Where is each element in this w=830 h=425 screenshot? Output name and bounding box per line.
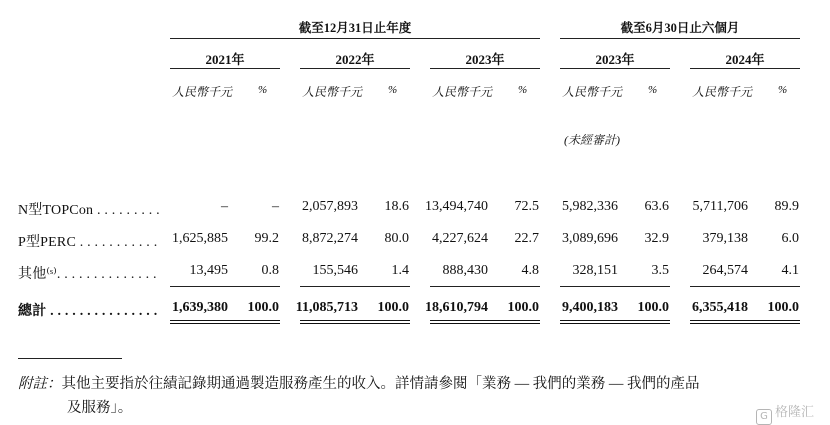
group-header-interim: 截至6月30日止六個月 <box>620 21 740 35</box>
row-label-other: 其他⁽ˢ⁾. . . . . . . . . . . . . . <box>18 267 157 282</box>
footnote-line-2: 及服務」。 <box>67 400 133 416</box>
subtotal-rule <box>300 286 410 287</box>
year-header-2023-interim: 2023年 <box>595 52 635 67</box>
year-rule-2022 <box>300 68 410 69</box>
table-cell: 80.0 <box>384 231 409 246</box>
table-cell: 5,711,706 <box>692 199 748 214</box>
table-cell: 5,982,336 <box>562 199 618 214</box>
table-cell: 2,057,893 <box>302 199 358 214</box>
year-rule-2023 <box>430 68 540 69</box>
year-header-2024-interim: 2024年 <box>725 52 765 67</box>
table-cell: 4.8 <box>521 263 539 278</box>
unit-label: 人民幣千元 <box>562 85 623 99</box>
total-double-rule <box>254 320 280 324</box>
year-header-2023: 2023年 <box>465 52 505 67</box>
unit-label: 人民幣千元 <box>432 85 493 99</box>
year-rule-2024-interim <box>690 68 800 69</box>
table-cell: 13,494,740 <box>425 199 488 214</box>
watermark <box>756 401 814 425</box>
total-double-rule <box>514 320 540 324</box>
total-cell: 100.0 <box>507 300 539 315</box>
pct-label: % <box>388 84 398 96</box>
table-cell: 32.9 <box>644 231 669 246</box>
footnote-rule <box>18 358 122 359</box>
unit-label: 人民幣千元 <box>692 85 753 99</box>
footnote-line-1 <box>18 372 700 393</box>
table-cell: 6.0 <box>781 231 799 246</box>
table-cell: 1.4 <box>391 263 409 278</box>
row-label-p-perc: P型PERC . . . . . . . . . . . <box>18 235 158 250</box>
subtotal-rule <box>690 286 800 287</box>
subtotal-rule <box>430 286 540 287</box>
total-double-rule <box>774 320 800 324</box>
table-cell: 99.2 <box>254 231 279 246</box>
total-cell: 1,639,380 <box>172 300 228 315</box>
total-double-rule <box>384 320 410 324</box>
table-cell: 63.6 <box>644 199 669 214</box>
pct-label: % <box>258 84 268 96</box>
watermark-text: 格隆汇 <box>775 405 815 420</box>
year-rule-2021 <box>170 68 280 69</box>
table-cell: 22.7 <box>514 231 539 246</box>
table-cell: 4,227,624 <box>432 231 488 246</box>
table-cell: 13,495 <box>189 263 228 278</box>
table-cell: 3,089,696 <box>562 231 618 246</box>
pct-label: % <box>648 84 658 96</box>
total-double-rule <box>690 320 774 324</box>
table-cell: 328,151 <box>572 263 618 278</box>
table-cell: – <box>272 199 279 214</box>
table-cell: 4.1 <box>781 263 799 278</box>
subtotal-rule <box>170 286 280 287</box>
total-double-rule <box>430 320 514 324</box>
table-cell: 0.8 <box>261 263 279 278</box>
footnote-prefix: 附註： <box>18 376 62 392</box>
year-rule-2023-interim <box>560 68 670 69</box>
table-cell: 155,546 <box>312 263 358 278</box>
group-header-annual: 截至12月31日止年度 <box>298 21 412 35</box>
table-cell: 89.9 <box>774 199 799 214</box>
subtotal-rule <box>560 286 670 287</box>
group-rule-annual <box>170 38 540 39</box>
total-cell: 11,085,713 <box>295 300 358 315</box>
total-cell: 100.0 <box>767 300 799 315</box>
total-double-rule <box>300 320 384 324</box>
g-logo-icon: G <box>756 409 772 425</box>
footnote-text-1: 其他主要指於往績記錄期通過製造服務產生的收入。詳情請參閱「業務 — 我們的業務 — 我們的產品 <box>61 376 700 392</box>
table-cell: 8,872,274 <box>302 231 358 246</box>
pct-label: % <box>518 84 528 96</box>
group-rule-interim <box>560 38 800 39</box>
table-cell: 72.5 <box>514 199 539 214</box>
unaudited-note: (未經審計) <box>564 133 620 147</box>
total-double-rule <box>560 320 644 324</box>
total-cell: 9,400,183 <box>562 300 618 315</box>
total-double-rule <box>170 320 254 324</box>
total-cell: 100.0 <box>377 300 409 315</box>
year-header-2022: 2022年 <box>335 52 375 67</box>
table-cell: 3.5 <box>651 263 669 278</box>
total-cell: 100.0 <box>637 300 669 315</box>
row-label-total: 總計 . . . . . . . . . . . . . . . <box>18 304 158 319</box>
table-cell: 264,574 <box>702 263 748 278</box>
table-cell: 379,138 <box>702 231 748 246</box>
table-cell: – <box>221 199 228 214</box>
total-cell: 6,355,418 <box>692 300 748 315</box>
unit-label: 人民幣千元 <box>302 85 363 99</box>
row-label-n-topcon: N型TOPCon . . . . . . . . . <box>18 203 160 218</box>
total-double-rule <box>644 320 670 324</box>
unit-label: 人民幣千元 <box>172 85 233 99</box>
table-cell: 18.6 <box>384 199 409 214</box>
table-cell: 888,430 <box>442 263 488 278</box>
pct-label: % <box>778 84 788 96</box>
total-cell: 18,610,794 <box>425 300 488 315</box>
total-cell: 100.0 <box>247 300 279 315</box>
table-cell: 1,625,885 <box>172 231 228 246</box>
year-header-2021: 2021年 <box>205 52 245 67</box>
